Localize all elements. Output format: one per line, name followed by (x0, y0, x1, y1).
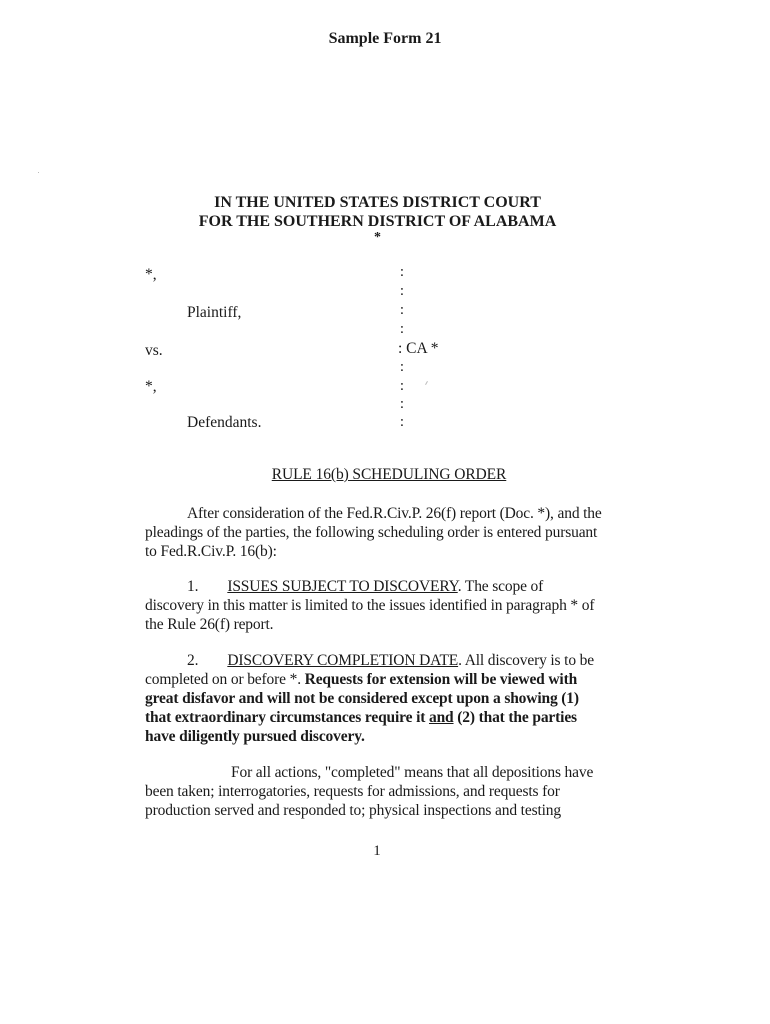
page-number: 1 (373, 843, 381, 859)
versus-label: vs. (145, 342, 163, 359)
section-2-number: 2. (187, 652, 199, 669)
caption-colon: : (399, 378, 405, 394)
scan-speck (425, 381, 428, 385)
court-name-line: IN THE UNITED STATES DISTRICT COURT (214, 194, 541, 211)
section-1-heading: ISSUES SUBJECT TO DISCOVERY (227, 578, 458, 595)
section-1-line: the Rule 26(f) report. (145, 616, 274, 633)
section-2-text: completed on or before *. (145, 671, 305, 688)
intro-line: to Fed.R.Civ.P. 16(b): (145, 543, 277, 560)
section-2-bold-text: Requests for extension will be viewed with (304, 671, 578, 688)
plaintiff-label: Plaintiff, (187, 304, 242, 321)
caption-colon: : (399, 264, 405, 280)
caption-colon: : (399, 414, 405, 430)
defendant-name: *, (145, 378, 157, 395)
section-2-line (145, 671, 577, 689)
section-1-number: 1. (187, 578, 199, 595)
section-2-line (187, 652, 594, 670)
section-2-bold-text: (2) that the parties (453, 709, 577, 726)
form-title: Sample Form 21 (328, 30, 442, 47)
caption-colon: : (399, 283, 405, 299)
section-1-line: discovery in this matter is limited to the issues identified in paragraph * of (145, 597, 595, 614)
section-2-heading: DISCOVERY COMPLETION DATE (227, 652, 459, 669)
caption-colon: : (399, 302, 405, 318)
plaintiff-name: *, (145, 266, 157, 283)
completed-line: production served and responded to; physical inspections and testing (145, 802, 561, 819)
scan-speck (38, 172, 39, 173)
section-2-and-emphasis: and (428, 709, 454, 726)
section-2-bold-line: great disfavor and will not be considered except upon a showing (1) (145, 690, 579, 707)
completed-line: For all actions, "completed" means that all depositions have (231, 764, 594, 781)
section-2-bold-line (145, 709, 577, 727)
intro-line: After consideration of the Fed.R.Civ.P. 26(f) report (Doc. *), and the (187, 505, 602, 522)
intro-line: pleadings of the parties, the following scheduling order is entered pursuant (145, 524, 598, 541)
case-number: : CA * (398, 340, 439, 357)
caption-colon: : (399, 321, 405, 337)
defendants-label: Defendants. (187, 414, 262, 431)
court-division-mark: * (374, 230, 381, 245)
section-2-text: . All discovery is to be (458, 652, 594, 669)
section-2-bold-line: have diligently pursued discovery. (145, 728, 365, 745)
completed-line: been taken; interrogatories, requests for admissions, and requests for (145, 783, 560, 800)
section-1-line (187, 578, 543, 596)
section-2-bold-text: that extraordinary circumstances require it (145, 709, 429, 726)
section-1-text: . The scope of (457, 578, 544, 595)
order-title: RULE 16(b) SCHEDULING ORDER (271, 466, 507, 483)
caption-colon: : (399, 396, 405, 412)
caption-colon: : (399, 359, 405, 375)
court-district-line: FOR THE SOUTHERN DISTRICT OF ALABAMA (198, 213, 557, 230)
